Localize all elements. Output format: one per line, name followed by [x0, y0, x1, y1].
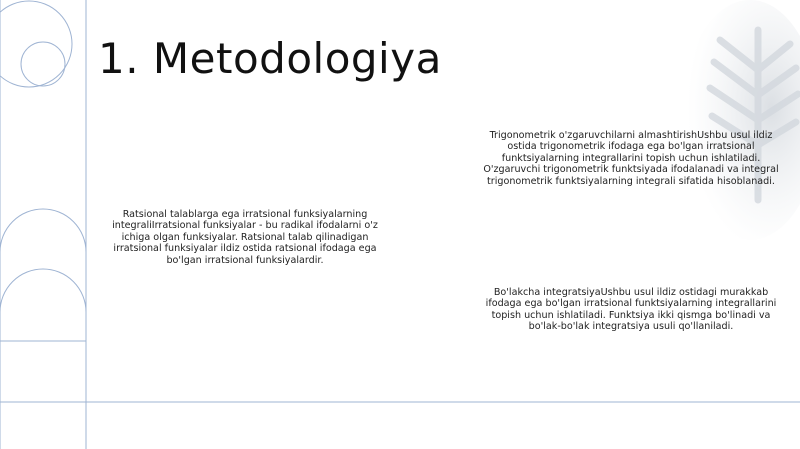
text-block-irrational-functions: Ratsional talablarga ega irratsional funksiyalarning integraliIrratsional funksiyalar - bu radikal ifodalarni o'z ichiga olgan funksiyalar. Ratsional talab qilinadigan irratsional funksiyalar ildiz ostida ratsional ifodaga ega bo'lgan irratsional funksiyalardir. [112, 209, 378, 266]
text-block-integration-by-parts: Bo'lakcha integratsiyaUshbu usul ildiz ostidagi murakkab ifodaga ega bo'lgan irratsional funktsiyalarning integrallarini topish uchun ishlatiladi. Funktsiya ikki qismga bo'linadi va bo'lak-bo'lak integratsiya usuli qo'llaniladi. [485, 287, 777, 333]
upper-arch-decoration [0, 209, 86, 449]
page-title: 1. Metodologiya [98, 34, 442, 84]
text-block-trig-substitution: Trigonometrik o'zgaruvchilarni almashtirishUshbu usul ildiz ostida trigonometrik ifodaga ega bo'lgan irratsional funktsiyalarning integrallarini topish uchun ishlatiladi. O'zgaruvchi trigonometrik funktsiyada ifodalanadi va integral trigonometrik funktsiyalarning integrali sifatida hisoblanadi. [483, 130, 779, 187]
lower-arch-decoration [0, 269, 86, 341]
small-circle-decoration [21, 42, 65, 86]
large-circle-decoration [0, 1, 72, 87]
